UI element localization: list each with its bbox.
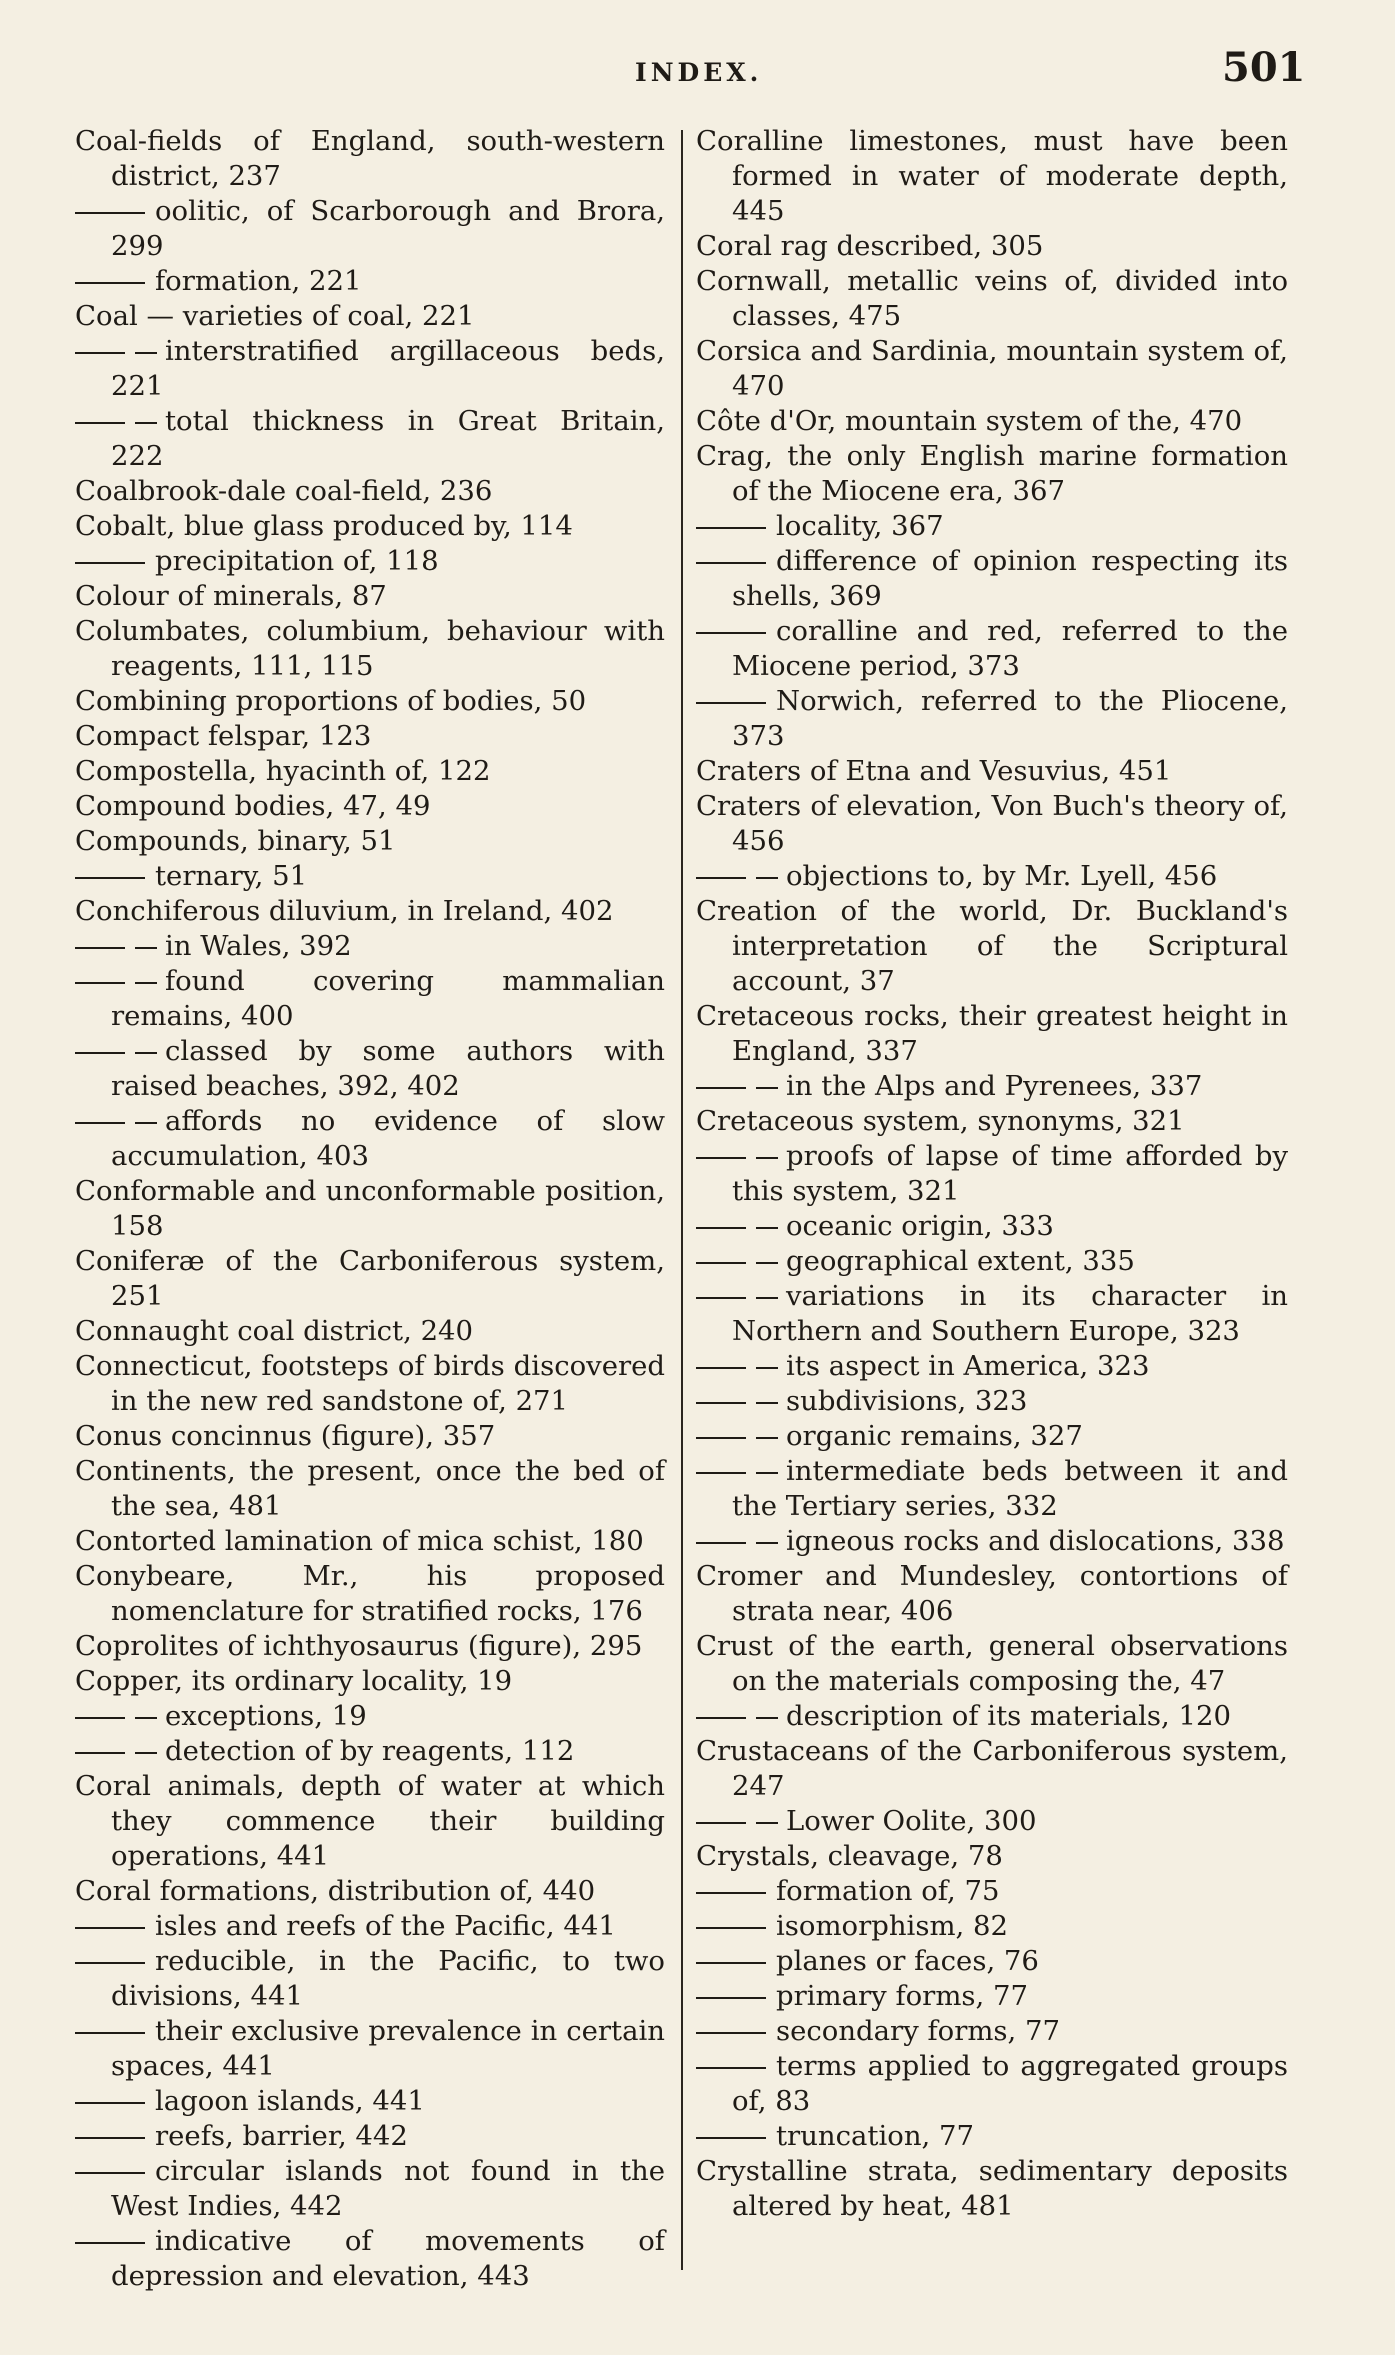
index-entry-text: subdivisions, 323 [786,1385,1028,1417]
ditto-dash-secondary [135,1717,157,1719]
index-entry-text: Crystalline strata, sedimentary deposits altered by heat, 481 [696,2155,1288,2222]
index-entry [696,509,1288,544]
index-entry [696,1944,1288,1979]
ditto-dash [696,1367,746,1369]
index-entry-text: Coal-fields of England, south-western district, 237 [75,125,665,192]
index-entry [75,474,665,509]
index-entry [75,2014,665,2084]
index-entry [696,404,1288,439]
ditto-dash-secondary [756,1402,778,1404]
ditto-dash [696,2032,766,2034]
index-entry-text: Copper, its ordinary locality, 19 [75,1665,513,1697]
index-entry-text: Compact felspar, 123 [75,720,372,752]
index-entry-text: igneous rocks and dislocations, 338 [786,1525,1285,1557]
index-entry [75,754,665,789]
index-entry-text: Cromer and Mundesley, contortions of strata near, 406 [696,1560,1288,1627]
ditto-dash-secondary [756,1262,778,1264]
index-entry [75,404,665,474]
ditto-dash-secondary [756,1157,778,1159]
index-entry-text: circular islands not found in the West Indies, 442 [111,2155,665,2222]
index-entry [75,1349,665,1419]
ditto-dash [75,562,145,564]
index-entry-text: interstratified argillaceous beds, 221 [111,335,665,402]
ditto-dash [696,1472,746,1474]
ditto-dash [696,1997,766,1999]
index-entry-text: Combining proportions of bodies, 50 [75,685,587,717]
index-entry-text: intermediate beds between it and the Tertiary series, 332 [732,1455,1288,1522]
index-entry-text: Coniferæ of the Carboniferous system, 251 [75,1245,665,1312]
index-entry-text: locality, 367 [776,510,944,542]
index-entry-text: Compostella, hyacinth of, 122 [75,755,491,787]
ditto-dash [696,1402,746,1404]
ditto-dash [696,1962,766,1964]
index-entry-text: Coral formations, distribution of, 440 [75,1875,596,1907]
ditto-dash-secondary [756,1822,778,1824]
index-entry-text: objections to, by Mr. Lyell, 456 [786,860,1218,892]
page-number: 501 [1222,44,1306,91]
index-entry-text: precipitation of, 118 [155,545,439,577]
ditto-dash-secondary [756,1542,778,1544]
index-entry [75,2154,665,2224]
index-entry-text: Compound bodies, 47, 49 [75,790,431,822]
index-entry-text: isomorphism, 82 [776,1910,1009,1942]
ditto-dash [696,1717,746,1719]
index-entry-text: Corsica and Sardinia, mountain system of, 470 [696,335,1288,402]
ditto-dash [696,1892,766,1894]
ditto-dash [75,2242,145,2244]
ditto-dash [696,1542,746,1544]
index-entry [75,824,665,859]
index-entry [75,1314,665,1349]
ditto-dash-secondary [756,1367,778,1369]
index-entry [696,1244,1288,1279]
index-entry-text: Cobalt, blue glass produced by, 114 [75,510,573,542]
index-entry-text: Cornwall, metallic veins of, divided into classes, 475 [696,265,1288,332]
index-entry-text: Coral rag described, 305 [696,230,1044,262]
index-entry [75,1104,665,1174]
index-entry [696,859,1288,894]
index-entry [75,1629,665,1664]
index-entry-text: Connecticut, footsteps of birds discovered in the new red sandstone of, 271 [75,1350,665,1417]
index-entry [696,1069,1288,1104]
ditto-dash-secondary [135,1052,157,1054]
column-divider [681,130,683,2270]
index-entry-text: Crust of the earth, general observations on the materials composing the, 47 [696,1630,1288,1697]
page-header [0,44,1395,104]
index-entry-text: Crystals, cleavage, 78 [696,1840,1003,1872]
index-entry-text: primary forms, 77 [776,1980,1028,2012]
index-entry [75,859,665,894]
ditto-dash-secondary [135,1122,157,1124]
index-entry [696,1629,1288,1699]
ditto-dash-secondary [135,1752,157,1754]
index-entry-text: indicative of movements of depression and elevation, 443 [111,2225,665,2292]
index-entry-text: Cretaceous rocks, their greatest height in England, 337 [696,1000,1288,1067]
index-entry-text: truncation, 77 [776,2120,975,2152]
index-entry-text: terms applied to aggregated groups of, 83 [732,2050,1288,2117]
index-entry [75,1664,665,1699]
index-entry-text: classed by some authors with raised beaches, 392, 402 [111,1035,665,1102]
index-entry [696,544,1288,614]
index-entry [75,789,665,824]
index-entry [696,1909,1288,1944]
index-entry-text: Lower Oolite, 300 [786,1805,1037,1837]
ditto-dash [75,1717,125,1719]
index-entry-text: lagoon islands, 441 [155,2085,425,2117]
index-entry-text: difference of opinion respecting its shells, 369 [732,545,1288,612]
ditto-dash-secondary [756,1717,778,1719]
index-entry-text: variations in its character in Northern and Southern Europe, 323 [732,1280,1288,1347]
index-entry-text: geographical extent, 335 [786,1245,1135,1277]
index-entry-text: reducible, in the Pacific, to two divisions, 441 [111,1945,665,2012]
index-entry [696,894,1288,999]
index-entry [696,1454,1288,1524]
index-entry [75,1559,665,1629]
index-entry [696,1209,1288,1244]
index-entry-text: Côte d'Or, mountain system of the, 470 [696,405,1243,437]
ditto-dash [75,947,125,949]
index-entry [696,229,1288,264]
ditto-dash [696,1262,746,1264]
index-entry-text: Craters of elevation, Von Buch's theory of, 456 [696,790,1288,857]
index-entry-text: formation, 221 [155,265,362,297]
ditto-dash [696,1157,746,1159]
index-entry-text: found covering mammalian remains, 400 [111,965,665,1032]
index-entry [75,1034,665,1104]
index-entry [696,2154,1288,2224]
index-entry-text: Crag, the only English marine formation of the Miocene era, 367 [696,440,1288,507]
index-entry-text: coralline and red, referred to the Miocene period, 373 [732,615,1288,682]
ditto-dash-secondary [135,352,157,354]
ditto-dash [696,1227,746,1229]
index-entry [696,439,1288,509]
index-entry [75,2224,665,2294]
index-entry [75,1874,665,1909]
index-entry [696,1699,1288,1734]
index-entry [696,1804,1288,1839]
index-entry [696,1979,1288,2014]
index-entry-text: Conchiferous diluvium, in Ireland, 402 [75,895,614,927]
index-entry-text: secondary forms, 77 [776,2015,1061,2047]
ditto-dash [696,1822,746,1824]
index-entry [696,999,1288,1069]
index-entry-text: description of its materials, 120 [786,1700,1231,1732]
index-entry [696,1279,1288,1349]
index-entry [75,1909,665,1944]
ditto-dash [75,422,125,424]
index-entry [696,334,1288,404]
index-entry-text: in Wales, 392 [165,930,352,962]
ditto-dash [75,1122,125,1124]
index-entry-text: Conformable and unconformable position, 158 [75,1175,665,1242]
index-entry [696,1874,1288,1909]
index-entry [696,1524,1288,1559]
index-entry-text: Columbates, columbium, behaviour with reagents, 111, 115 [75,615,665,682]
index-entry [75,1454,665,1524]
index-entry-text: proofs of lapse of time afforded by this system, 321 [732,1140,1288,1207]
running-title: INDEX. [635,58,763,87]
index-entry-text: Coalbrook-dale coal-field, 236 [75,475,493,507]
index-entry [75,894,665,929]
ditto-dash [75,2172,145,2174]
ditto-dash [696,702,766,704]
index-entry [75,334,665,404]
ditto-dash [75,1962,145,1964]
index-entry [696,684,1288,754]
ditto-dash-secondary [135,947,157,949]
ditto-dash [696,527,766,529]
index-entry-text: in the Alps and Pyrenees, 337 [786,1070,1203,1102]
index-entry-text: detection of by reagents, 112 [165,1735,575,1767]
index-entry [75,124,665,194]
index-entry-text: Norwich, referred to the Pliocene, 373 [732,685,1288,752]
index-entry-text: Coal — varieties of coal, 221 [75,300,475,332]
index-entry-text: affords no evidence of slow accumulation, 403 [111,1105,665,1172]
index-entry [75,1174,665,1244]
index-entry-text: Compounds, binary, 51 [75,825,396,857]
ditto-dash [75,1752,125,1754]
ditto-dash [696,877,746,879]
ditto-dash [696,1927,766,1929]
index-entry [75,1419,665,1454]
index-entry [75,2084,665,2119]
index-entry-text: Coprolites of ichthyosaurus (figure), 295 [75,1630,643,1662]
ditto-dash [696,2067,766,2069]
ditto-dash [75,282,145,284]
index-entry-text: their exclusive prevalence in certain spaces, 441 [111,2015,665,2082]
index-entry [696,1734,1288,1804]
index-entry-text: Connaught coal district, 240 [75,1315,474,1347]
index-entry [696,1419,1288,1454]
index-entry [696,614,1288,684]
index-entry [696,264,1288,334]
index-entry-text: planes or faces, 76 [776,1945,1039,1977]
right-column [696,124,1288,2224]
index-entry [696,1104,1288,1139]
index-entry [696,1139,1288,1209]
ditto-dash [696,1297,746,1299]
ditto-dash-secondary [756,1227,778,1229]
index-entry-text: reefs, barrier, 442 [155,2120,408,2152]
index-entry [75,964,665,1034]
index-entry [75,929,665,964]
ditto-dash [696,562,766,564]
index-entry-text: Crustaceans of the Carboniferous system, 247 [696,1735,1288,1802]
ditto-dash [75,877,145,879]
index-entry [75,1944,665,2014]
index-entry [696,754,1288,789]
index-entry-text: Colour of minerals, 87 [75,580,387,612]
index-entry [696,789,1288,859]
index-entry [75,264,665,299]
index-entry-text: formation of, 75 [776,1875,1000,1907]
index-entry-text: total thickness in Great Britain, 222 [111,405,665,472]
index-entry-text: Creation of the world, Dr. Buckland's interpretation of the Scriptural account, 37 [696,895,1288,997]
ditto-dash [75,2137,145,2139]
index-entry [696,1839,1288,1874]
index-entry [696,2049,1288,2119]
index-entry [75,1524,665,1559]
index-entry-text: ternary, 51 [155,860,308,892]
index-entry [75,579,665,614]
ditto-dash [696,1437,746,1439]
index-entry-text: Coralline limestones, must have been formed in water of moderate depth, 445 [696,125,1288,227]
index-entry [75,194,665,264]
index-entry-text: Contorted lamination of mica schist, 180 [75,1525,644,1557]
index-entry [75,719,665,754]
index-entry [75,684,665,719]
index-entry [75,544,665,579]
left-column [75,124,665,2294]
ditto-dash [75,1927,145,1929]
ditto-dash-secondary [135,982,157,984]
index-entry-text: oceanic origin, 333 [786,1210,1054,1242]
ditto-dash [75,2032,145,2034]
ditto-dash-secondary [756,1437,778,1439]
index-entry-text: Conybeare, Mr., his proposed nomenclature for stratified rocks, 176 [75,1560,665,1627]
index-entry [75,1244,665,1314]
index-entry [696,1559,1288,1629]
ditto-dash [696,1087,746,1089]
index-entry-text: exceptions, 19 [165,1700,367,1732]
index-entry [75,2119,665,2154]
index-entry [696,1384,1288,1419]
index-entry [696,124,1288,229]
index-entry [75,1769,665,1874]
index-entry-text: Cretaceous system, synonyms, 321 [696,1105,1185,1137]
ditto-dash [75,352,125,354]
index-entry-text: its aspect in America, 323 [786,1350,1150,1382]
index-entry-text: organic remains, 327 [786,1420,1083,1452]
ditto-dash [75,982,125,984]
ditto-dash [75,212,145,214]
index-entry [75,614,665,684]
index-entry [75,1699,665,1734]
ditto-dash-secondary [756,1472,778,1474]
index-entry-text: Continents, the present, once the bed of the sea, 481 [75,1455,665,1522]
index-entry [696,2014,1288,2049]
index-entry-text: Coral animals, depth of water at which they commence their building operations, 441 [75,1770,665,1872]
index-entry [696,2119,1288,2154]
index-entry-text: Conus concinnus (figure), 357 [75,1420,496,1452]
index-entry [696,1349,1288,1384]
ditto-dash [696,2137,766,2139]
index-entry-text: Craters of Etna and Vesuvius, 451 [696,755,1172,787]
ditto-dash-secondary [756,877,778,879]
ditto-dash [696,632,766,634]
ditto-dash-secondary [756,1087,778,1089]
ditto-dash-secondary [756,1297,778,1299]
ditto-dash-secondary [135,422,157,424]
index-entry [75,509,665,544]
ditto-dash [75,2102,145,2104]
index-entry [75,299,665,334]
index-entry-text: isles and reefs of the Pacific, 441 [155,1910,616,1942]
index-entry [75,1734,665,1769]
index-entry-text: oolitic, of Scarborough and Brora, 299 [111,195,665,262]
ditto-dash [75,1052,125,1054]
